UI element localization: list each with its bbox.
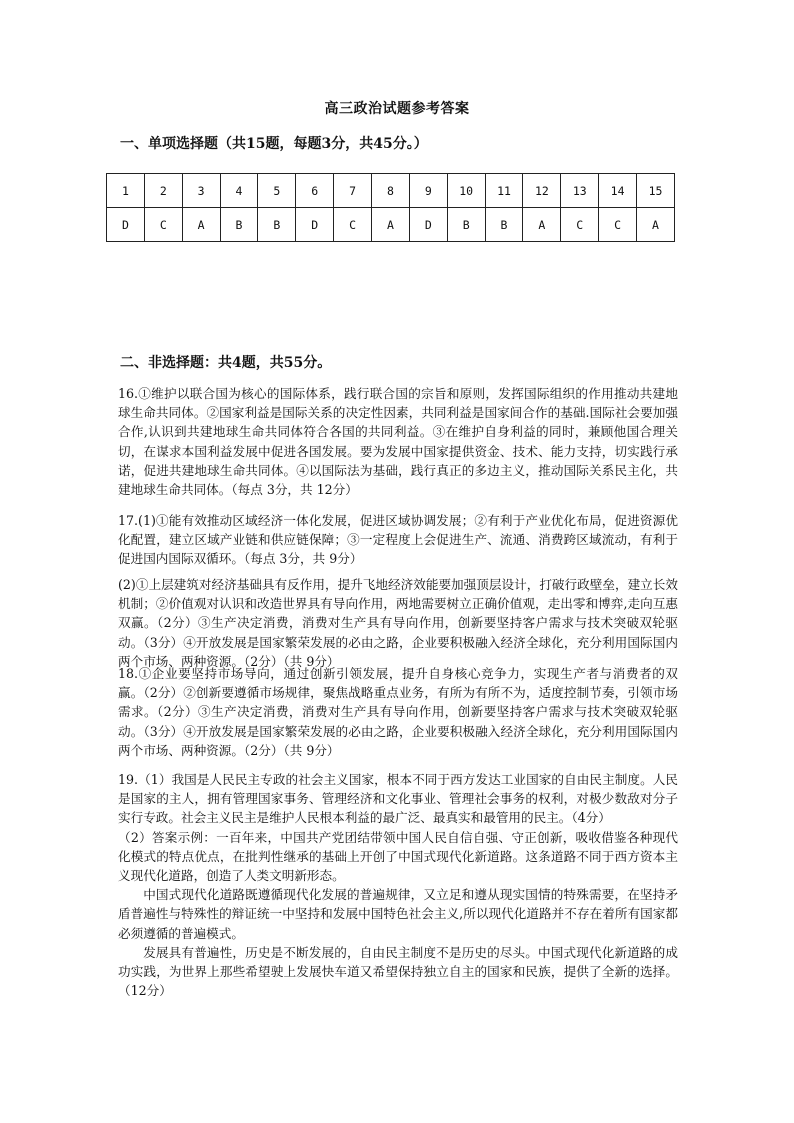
answer-17-part-2 <box>118 575 678 671</box>
answer-18-text: 18.①企业要坚持市场导向，通过创新引领发展，提升自身核心竞争力，实现生产者与消费者的双赢。（2分）②创新要遵循市场规律，聚焦战略重点业务，有所为有所不为，适度控制节奏，引领市场需求。（2分）③生产决定消费，消费对生产具有导向作用，创新要坚持客户需求与技术突破双轮驱动。（3分）④开放发展是国家繁荣发展的必由之路，企业要积极融入经济全球化，充分利用国际国内两个市场、两种资源。（2分）（共 9分） <box>118 666 678 758</box>
answer-cell: D <box>107 208 145 242</box>
question-number: 9 <box>409 174 447 208</box>
answer-cell: C <box>561 208 599 242</box>
question-number: 13 <box>561 174 599 208</box>
answer-cell: B <box>447 208 485 242</box>
question-number-row <box>107 174 675 208</box>
answer-cell: B <box>220 208 258 242</box>
question-number: 1 <box>107 174 145 208</box>
question-number: 6 <box>296 174 334 208</box>
answer-table <box>106 173 675 242</box>
question-number: 12 <box>523 174 561 208</box>
question-number: 3 <box>182 174 220 208</box>
question-number: 10 <box>447 174 485 208</box>
answer-cell: C <box>144 208 182 242</box>
answer-cell: B <box>485 208 523 242</box>
answer-16 <box>118 384 678 499</box>
answer-17-part-1 <box>118 511 678 569</box>
answer-16-text: 16.①维护以联合国为核心的国际体系，践行联合国的宗旨和原则，发挥国际组织的作用推动共建地球生命共同体。②国家利益是国际关系的决定性因素，共同利益是国家间合作的基础.国际社会要加强合作,认识到共建地球生命共同体符合各国的共同利益。③在维护自身利益的同时，兼顾他国合理关切，在谋求本国利益发展中促进各国发展。要为发展中国家提供资金、技术、能力支持，切实践行承诺，促进共建地球生命共同体。④以国际法为基础，践行真正的多边主义，推动国际关系民主化，共建地球生命共同体。（每点 3分，共 12分） <box>118 386 678 498</box>
section-2-heading: 二、非选择题：共4题，共55分。 <box>120 355 332 371</box>
answer-17-2-text: (2)①上层建筑对经济基础具有反作用，提升飞地经济效能要加强顶层设计，打破行政壁垒，建立长效机制；②价值观对认识和改造世界具有导向作用，两地需要树立正确价值观，走出零和博弈,走向互惠双赢。（2分）③生产决定消费，消费对生产具有导向作用，创新要坚持客户需求与技术突破双轮驱动。（3分）④开放发展是国家繁荣发展的必由之路，企业要积极融入经济全球化，充分利用国际国内两个市场、两种资源。（2分）（共 9分） <box>118 577 678 669</box>
question-number: 14 <box>599 174 637 208</box>
answer-cell: A <box>523 208 561 242</box>
question-number: 5 <box>258 174 296 208</box>
answer-cell: D <box>409 208 447 242</box>
answer-19-2-paragraph-2: 中国式现代化道路既遵循现代化发展的普遍规律，又立足和遵从现实国情的特殊需要，在坚持矛盾普遍性与特殊性的辩证统一中坚持和发展中国特色社会主义,所以现代化道路并不存在着所有国家都必须遵循的普遍模式。 <box>118 887 678 941</box>
answer-cell: A <box>182 208 220 242</box>
answer-cell: B <box>258 208 296 242</box>
answer-18 <box>118 664 678 760</box>
answer-cell: C <box>599 208 637 242</box>
answer-19-2-paragraph-3: 发展具有普遍性，历史是不断发展的，自由民主制度不是历史的尽头。中国式现代化新道路的成功实践，为世界上那些希望驶上发展快车道又希望保持独立自主的国家和民族，提供了全新的选择。（12分） <box>118 944 678 999</box>
answer-cell: D <box>296 208 334 242</box>
question-number: 11 <box>485 174 523 208</box>
page-title: 高三政治试题参考答案 <box>324 101 470 117</box>
answer-19 <box>118 770 678 1000</box>
question-number: 8 <box>372 174 410 208</box>
answer-cell: A <box>637 208 675 242</box>
answer-19-2-text: （2）答案示例：一百年来，中国共产党团结带领中国人民自信自强、守正创新，吸收借鉴各种现代化模式的特点优点，在批判性继承的基础上开创了中国式现代化新道路。这条道路不同于西方资本主义现代化道路，创造了人类文明新形态。 <box>118 829 678 884</box>
answer-19-1-text: 19.（1）我国是人民民主专政的社会主义国家，根本不同于西方发达工业国家的自由民主制度。人民是国家的主人，拥有管理国家事务、管理经济和文化事业、管理社会事务的权利，对极少数敌对分子实行专政。社会主义民主是维护人民根本利益的最广泛、最真实和最管用的民主。（4分） <box>118 772 678 826</box>
question-number: 4 <box>220 174 258 208</box>
answer-17-1-text: 17.(1)①能有效推动区域经济一体化发展，促进区域协调发展；②有利于产业优化布局，促进资源优化配置，建立区域产业链和供应链保障；③一定程度上会促进生产、流通、消费跨区域流动，有利于促进国内国际双循环。（每点 3分，共 9分） <box>118 513 678 567</box>
question-number: 2 <box>144 174 182 208</box>
question-number: 7 <box>334 174 372 208</box>
section-1-heading: 一、单项选择题（共15题，每题3分，共45分。） <box>120 136 428 152</box>
answer-cell: A <box>372 208 410 242</box>
question-number: 15 <box>637 174 675 208</box>
answer-row <box>107 208 675 242</box>
answer-cell: C <box>334 208 372 242</box>
